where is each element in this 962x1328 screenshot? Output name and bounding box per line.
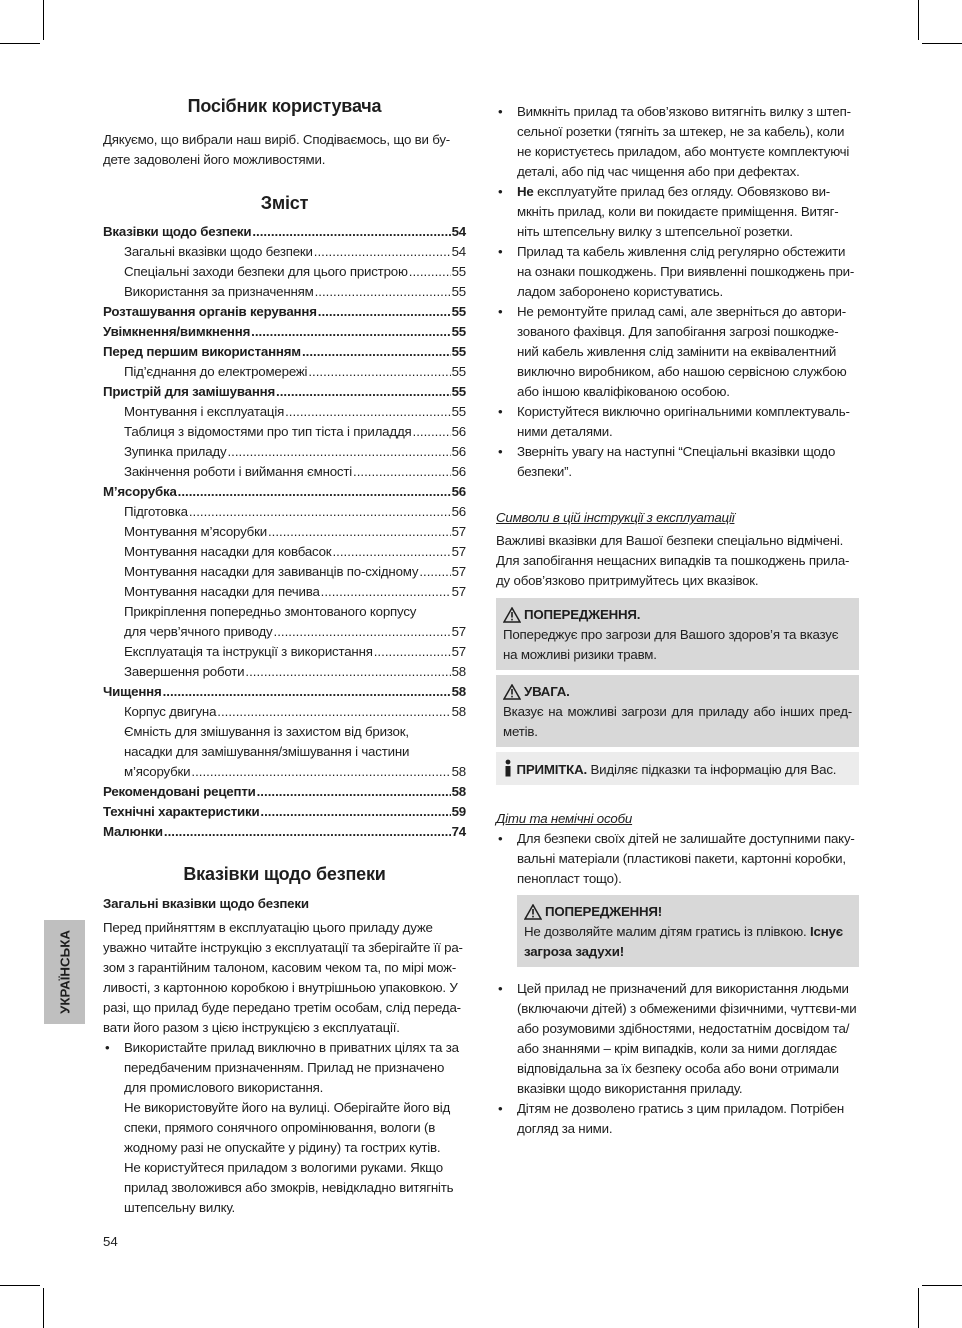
toc-entry-page: 58 [451,784,466,799]
toc-entry [103,242,466,262]
toc-entry [103,382,466,402]
toc-entry-title: Чищення [103,684,162,699]
general-safety-text: Перед прийняттям в експлуатацію цього приладу дуже уважно читайте інструкцію з експлуатації та зберігайте її ра-зом з гарантійним талоном, касовим чеком та, по мірі мож-ливості, з картонною коробкою і внутрішньою упаковкою. У разі, що прилад буде передано третім особам, слід переда-вати його разом з цією інструкцією з експлуатації. [103,920,463,1035]
crop-mark [922,1285,962,1286]
toc-entry-page: 58 [451,764,466,779]
info-icon [503,759,513,777]
toc-entry-title: для черв’ячного приводу [124,624,273,639]
toc-entry [103,622,466,642]
warning-box: ПОПЕРЕДЖЕННЯ. Попереджує про загрози для Вашого здоров’я та вказує на можливі ризики травм. [496,598,859,670]
children-title: Діти та немічні особи [496,811,633,826]
toc-entry-title: Вказівки щодо безпеки [103,224,252,239]
toc-leader-dots [251,322,450,342]
caution-triangle-icon [503,684,521,700]
intro-text: Дякуємо, що вибрали наш виріб. Сподіваємось, що ви бу-дете задоволені його можливостями. [103,132,451,167]
crop-mark [918,1288,919,1328]
toc-entry-title: Перед першим використанням [103,344,301,359]
left-bullet-list [103,1038,466,1218]
toc-leader-dots [217,702,450,722]
toc-leader-dots [419,562,450,582]
children-warning-box: ПОПЕРЕДЖЕННЯ! Не дозволяйте малим дітям гратись із плівкою. Існує загроза задухи! [517,895,859,967]
language-side-tab: УКРАЇНСЬКА [44,920,85,1024]
toc-entry [103,822,466,842]
toc-entry-title: Монтування м’ясорубки [124,524,267,539]
toc-entry [103,542,466,562]
toc-entry-page: 58 [451,704,466,719]
toc-entry-title: Монтування насадки для печива [124,584,320,599]
toc-leader-dots [413,422,451,442]
toc-entry-title: Монтування насадки для завиванців по-східному [124,564,419,579]
toc-leader-dots [374,642,451,662]
toc-entry-title: Спеціальні заходи безпеки для цього пристрою [124,264,408,279]
toc-entry [103,302,466,322]
toc-leader-dots [191,762,450,782]
toc-entry-title: М’ясорубка [103,484,177,499]
toc-entry-title: Ємність для змішування із захистом від бризок, [124,724,409,739]
toc-leader-dots [245,662,450,682]
toc-entry-page: 55 [451,264,466,279]
toc-entry [103,422,466,442]
warning-triangle-icon [503,607,521,623]
toc-leader-dots [315,282,451,302]
toc-leader-dots [257,782,451,802]
toc-entry-page: 57 [451,564,466,579]
toc-entry [103,682,466,702]
toc-entry-title: Розташування органів керування [103,304,317,319]
toc-leader-dots [164,822,451,842]
page-number: 54 [103,1234,118,1249]
toc-entry [103,562,466,582]
toc-entry-page: 57 [451,524,466,539]
toc-entry-title: Пристрій для замішування [103,384,276,399]
toc-entry-page: 57 [451,584,466,599]
toc-leader-dots [308,362,450,382]
toc-entry-title: Монтування і експлуатація [124,404,285,419]
toc-entry-title: Технічні характеристики [103,804,260,819]
safety-title: Вказівки щодо безпеки [183,864,386,884]
children-bullet-list-2 [496,979,859,1139]
toc-entry-title: Використання за призначенням [124,284,314,299]
toc-entry [103,742,466,762]
crop-mark [43,0,44,40]
toc-entry-page: 55 [451,304,466,319]
symbols-text: Важливі вказівки для Вашої безпеки спеціально відмічені. Для запобігання нещасних випадків та пошкоджень прила-ду обов’язково притримуйтесь цих вказівок. [496,533,850,588]
crop-mark [922,43,962,44]
toc-entry [103,502,466,522]
toc-entry-page: 59 [451,804,466,819]
toc-entry [103,282,466,302]
toc-entry-title: м’ясорубки [124,764,191,779]
toc-entry-page: 57 [451,624,466,639]
toc-entry [103,762,466,782]
toc-entry [103,222,466,242]
toc-entry-title: насадки для замішування/змішування і частини [124,744,410,759]
toc-entry-page: 56 [451,504,466,519]
toc-leader-dots [332,542,450,562]
left-column [103,96,466,1218]
toc-entry [103,262,466,282]
crop-mark [0,1285,40,1286]
list-item: • Не експлуатуйте прилад без огляду. Обовязково ви-мкніть прилад, коли ви покидаєте приміщення. Витяг-ніть штепсельну вилку з штепсельної розетки. [496,182,859,242]
toc-entry-title: Рекомендовані рецепти [103,784,256,799]
right-column [496,102,859,1139]
toc-leader-dots [252,222,450,242]
toc-entry-page: 56 [451,484,466,499]
toc-entry [103,782,466,802]
toc-entry-title: Під’єднання до електромережі [124,364,308,379]
toc-entry-title: Експлуатація та інструкції з використання [124,644,373,659]
toc-entry [103,482,466,502]
toc-entry-page: 74 [451,824,466,839]
toc-entry-page: 54 [451,224,466,239]
toc-entry [103,662,466,682]
toc-entry-page: 55 [451,404,466,419]
general-safety-title: Загальні вказівки щодо безпеки [103,896,309,911]
toc-leader-dots [409,262,451,282]
toc-entry [103,602,466,622]
toc-entry [103,342,466,362]
toc-entry [103,442,466,462]
crop-mark [0,43,40,44]
toc-entry [103,802,466,822]
symbols-title: Символи в цій інструкції з експлуатації [496,510,735,525]
crop-mark [918,0,919,40]
contents-title: Зміст [260,193,309,213]
list-item: • Не ремонтуйте прилад самі, але зверніться до автори-зованого фахівця. Для запобігання загрозі пошкодже-ний кабель живлення слід замінити на еквівалентний виключно виробником, або нашою сервісною службою або іншою кваліфікованою особою. [496,302,859,402]
toc-entry-title: Корпус двигуна [124,704,217,719]
toc-entry-title: Монтування насадки для ковбасок [124,544,332,559]
toc-leader-dots [268,522,451,542]
toc-leader-dots [321,582,451,602]
toc-entry [103,362,466,382]
toc-entry-page: 55 [451,364,466,379]
toc-entry-title: Закінчення роботи і виймання ємності [124,464,353,479]
note-box: ПРИМІТКА. Виділяє підказки та інформацію для Вас. [496,752,859,785]
toc-entry-page: 56 [451,424,466,439]
list-item: • Зверніть увагу на наступні “Спеціальні вказівки щодо безпеки”. [496,442,859,482]
toc-leader-dots [285,402,451,422]
toc-entry-page: 54 [451,244,466,259]
toc-entry [103,642,466,662]
toc-entry [103,462,466,482]
toc-entry-page: 55 [451,384,466,399]
toc-entry-title: Завершення роботи [124,664,245,679]
toc-entry [103,702,466,722]
toc-entry [103,522,466,542]
toc-entry-page: 56 [451,444,466,459]
list-item: • Прилад та кабель живлення слід регулярно обстежити на ознаки пошкоджень. При виявленні пошкоджень при-ладом заборонено користуватись. [496,242,859,302]
caution-box: УВАГА. Вказує на можливі загрози для приладу або інших пред-метів. [496,675,859,747]
toc-entry [103,322,466,342]
toc-entry-title: Таблиця з відомостями про тип тіста і приладдя [124,424,412,439]
list-item: • Вимкніть прилад та обов’язково витягніть вилку з штеп-сельної розетки (тягніть за штекер, не за кабель), коли не користуєтесь приладом, або монтуєте комплектуючі деталі, або під час чищення або при дефектах. [496,102,859,182]
toc-leader-dots [302,342,451,362]
toc-entry [103,582,466,602]
toc-entry-page: 55 [451,344,466,359]
toc-entry-page: 55 [451,284,466,299]
warning-triangle-icon [524,904,542,920]
toc-entry-page: 57 [451,644,466,659]
children-bullet-list [496,829,859,889]
toc-entry-title: Загальні вказівки щодо безпеки [124,244,313,259]
toc-entry-page: 58 [451,664,466,679]
toc-entry-page: 55 [451,324,466,339]
toc-leader-dots [189,502,451,522]
toc-entry-title: Зупинка приладу [124,444,227,459]
toc-entry-title: Прикріплення попередньо змонтованого корпусу [124,604,417,619]
toc-entry-page: 56 [451,464,466,479]
toc-entry-title: Малюнки [103,824,163,839]
list-item: • Цей прилад не призначений для використання людьми (включаючи дітей) з обмеженими фізичними, чуттєви-ми або розумовими здібностями, недостатнім досвідом та/або знаннями – крім випадків, коли за ними доглядає відповідальна за їх безпеку особа або вони отримали вказівки щодо використання приладу. [496,979,859,1099]
list-item: • Для безпеки своїх дітей не залишайте доступними паку-вальні матеріали (пластикові пакети, картонні коробки, пенопласт тощо). [496,829,859,889]
toc-entry-page: 58 [451,684,466,699]
toc-leader-dots [314,242,451,262]
table-of-contents [103,222,466,842]
toc-leader-dots [274,622,451,642]
toc-entry-title: Підготовка [124,504,188,519]
list-item: • Дітям не дозволено гратись з цим приладом. Потрібен догляд за ними. [496,1099,859,1139]
toc-entry [103,722,466,742]
toc-leader-dots [178,482,451,502]
crop-mark [43,1288,44,1328]
toc-leader-dots [318,302,451,322]
toc-leader-dots [163,682,451,702]
toc-entry [103,402,466,422]
toc-entry-page: 57 [451,544,466,559]
toc-leader-dots [353,462,451,482]
toc-entry-title: Увімкнення/вимкнення [103,324,251,339]
list-item: • Використайте прилад виключно в приватних цілях та за передбаченим призначенням. Прилад не призначено для промислового використання. Не використовуйте його на вулиці. Оберігайте його від спеки, прямого сонячного опромінювання, вологи (в жодному разі не опускайте у рідину) та гострих кутів. Не користуйтеся приладом з вологими руками. Якщо прилад зволожився або змокрів, невідкладно витягніть штепсельну вилку. [103,1038,466,1218]
toc-leader-dots [260,802,450,822]
right-bullet-list [496,102,859,482]
toc-leader-dots [227,442,450,462]
list-item: • Користуйтеся виключно оригінальними комплектуваль-ними деталями. [496,402,859,442]
toc-leader-dots [276,382,451,402]
user-manual-title: Посібник користувача [187,96,382,116]
